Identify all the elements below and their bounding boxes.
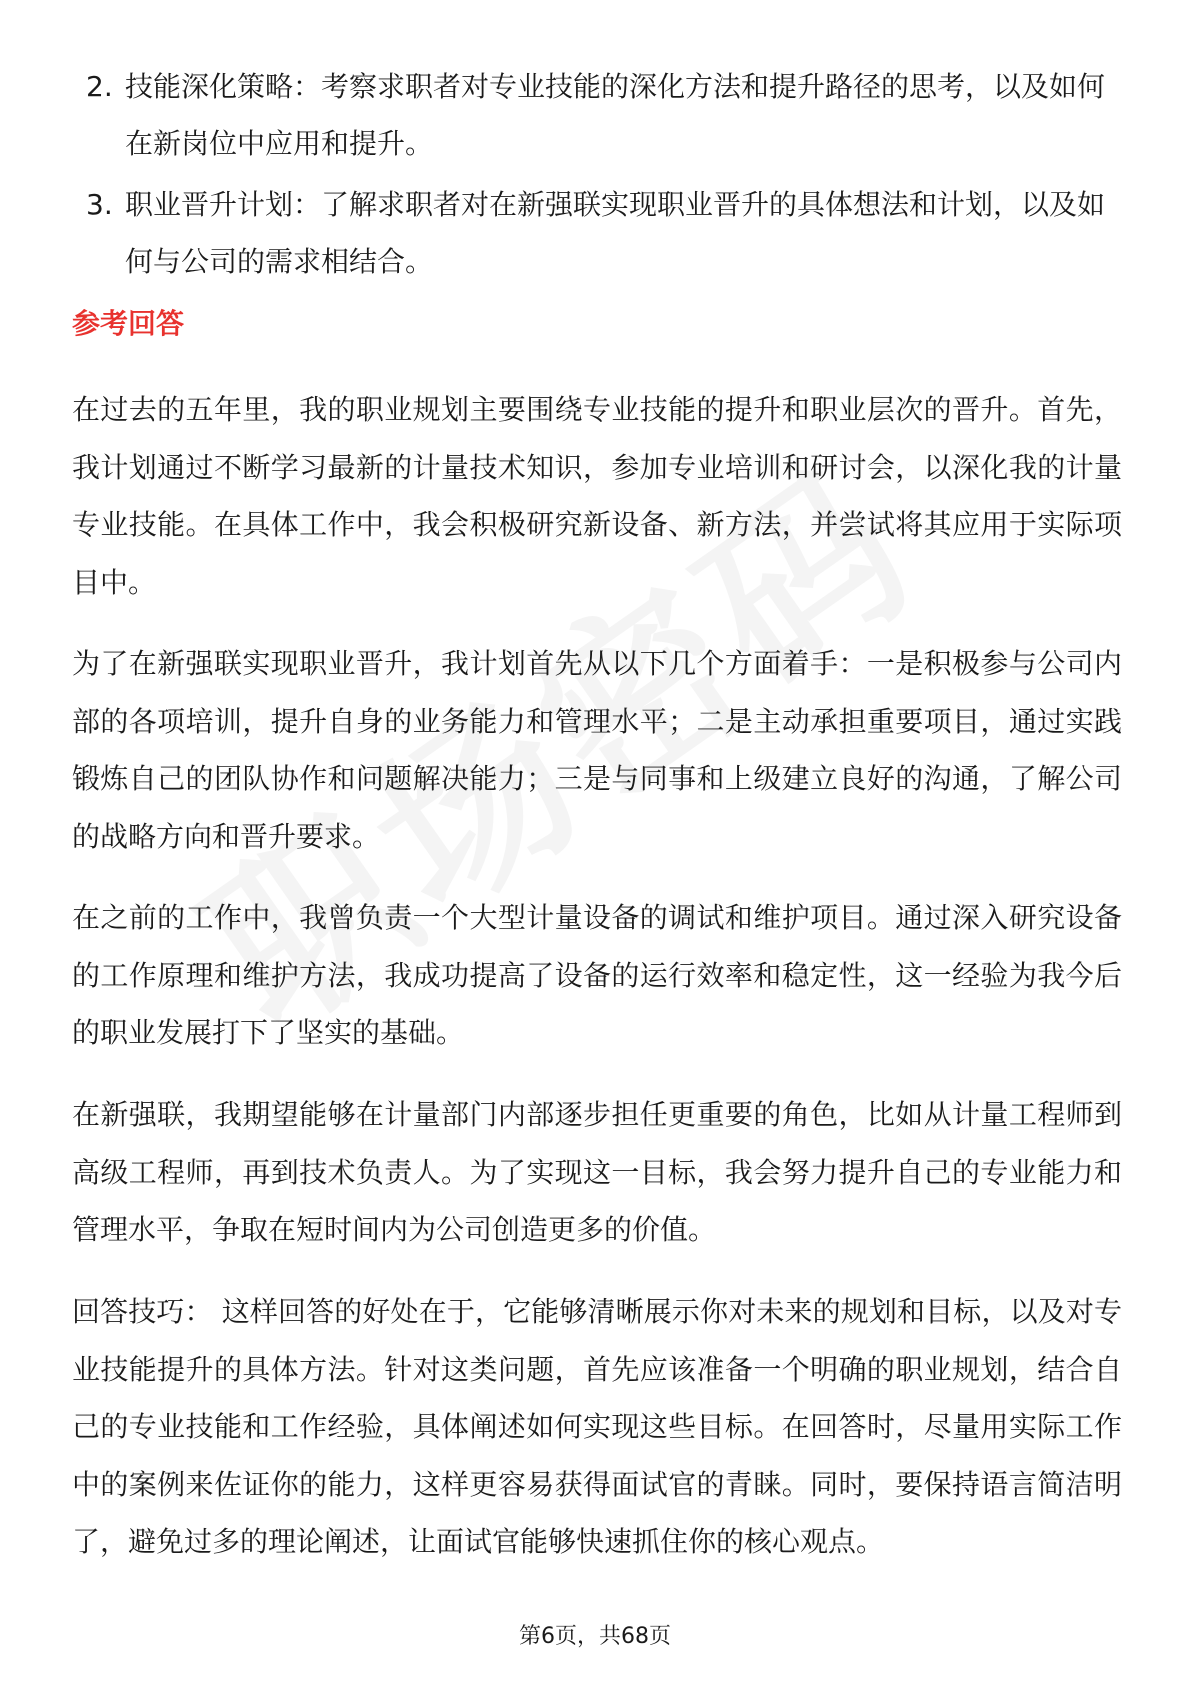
criteria-item-number: 2. [86,70,113,103]
answer-paragraph: 在新强联，我期望能够在计量部门内部逐步担任更重要的角色，比如从计量工程师到高级工程师，再到技术负责人。为了实现这一目标，我会努力提升自己的专业能力和管理水平，争取在短时间内为公司创造更多的价值。 [72,1098,1122,1246]
answer-paragraph: 为了在新强联实现职业晋升，我计划首先从以下几个方面着手：一是积极参与公司内部的各项培训，提升自身的业务能力和管理水平；二是主动承担重要项目，通过实践锻炼自己的团队协作和问题解决能力；三是与同事和上级建立良好的沟通，了解公司的战略方向和晋升要求。 [72,647,1122,853]
answer-paragraph: 在之前的工作中，我曾负责一个大型计量设备的调试和维护项目。通过深入研究设备的工作原理和维护方法，我成功提高了设备的运行效率和稳定性，这一经验为我今后的职业发展打下了坚实的基础。 [72,901,1122,1049]
criteria-item [72,58,1122,172]
section-heading-reference-answer: 参考回答 [72,307,185,340]
criteria-item-number: 3. [86,188,113,221]
answer-tips-paragraph: 回答技巧： 这样回答的好处在于，它能够清晰展示你对未来的规划和目标，以及对专业技能提升的具体方法。针对这类问题，首先应该准备一个明确的职业规划，结合自己的专业技能和工作经验，具体阐述如何实现这些目标。在回答时，尽量用实际工作中的案例来佐证你的能力，这样更容易获得面试官的青睐。同时，要保持语言简洁明了，避免过多的理论阐述，让面试官能够快速抓住你的核心观点。 [72,1295,1122,1558]
criteria-item [72,176,1122,290]
criteria-item-text: 技能深化策略：考察求职者对专业技能的深化方法和提升路径的思考，以及如何在新岗位中应用和提升。 [125,70,1106,160]
criteria-item-text: 职业晋升计划：了解求职者对在新强联实现职业晋升的具体想法和计划，以及如何与公司的需求相结合。 [125,188,1106,278]
page-number-footer: 第6页，共68页 [519,1624,671,1649]
criteria-list [72,58,1122,294]
answer-paragraph: 在过去的五年里，我的职业规划主要围绕专业技能的提升和职业层次的晋升。首先，我计划通过不断学习最新的计量技术知识，参加专业培训和研讨会，以深化我的计量专业技能。在具体工作中，我会积极研究新设备、新方法，并尝试将其应用于实际项目中。 [72,393,1122,599]
